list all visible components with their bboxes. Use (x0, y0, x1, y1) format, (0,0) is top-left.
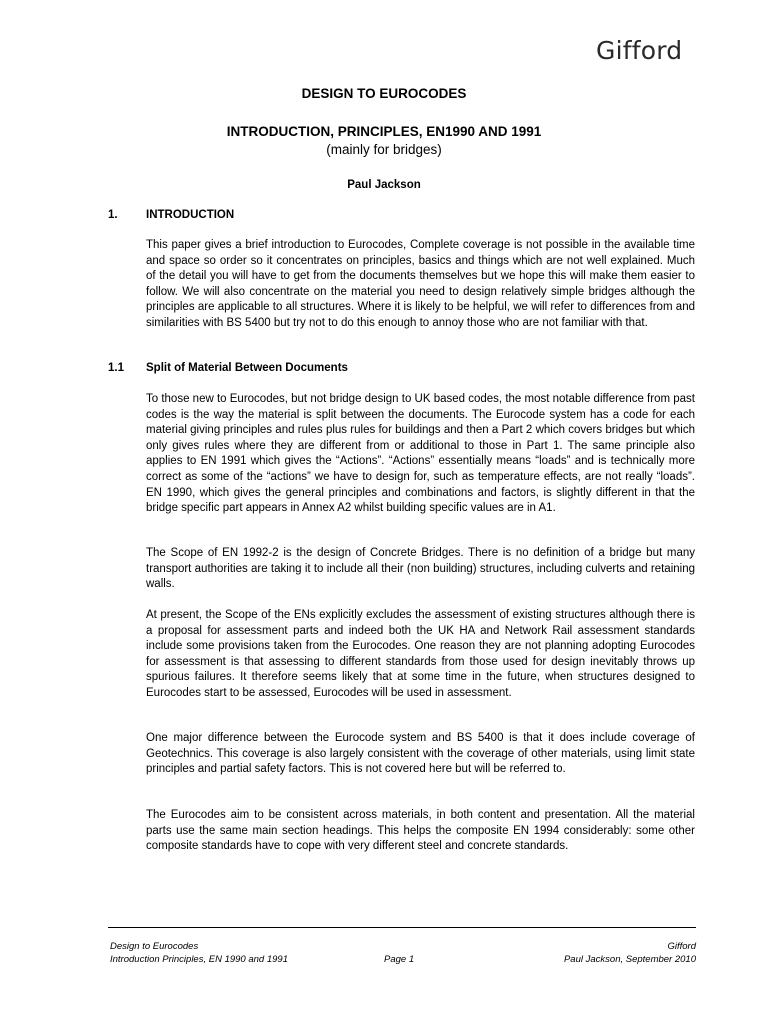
footer-doc-title: Design to Eurocodes (110, 941, 199, 952)
footer-author-date: Paul Jackson, September 2010 (563, 954, 696, 965)
footer-doc-subtitle: Introduction Principles, EN 1990 and 1991 (110, 954, 288, 965)
company-logo: Gifford (596, 36, 683, 65)
footer-right (564, 940, 696, 966)
author-name: Paul Jackson (347, 179, 421, 191)
paragraph-scope-en1992: The Scope of EN 1992-2 is the design of Concrete Bridges. There is no definition of a bridge but many transport authorities are taking it to include all their (non building) structures, including culverts and retaining walls. (146, 547, 695, 591)
document-title: DESIGN TO EUROCODES (301, 86, 467, 101)
paragraph-introduction: This paper gives a brief introduction to Eurocodes, Complete coverage is not possible in the available time and space so order so it concentrates on principles, basics and things which are not well explained. Much of the detail you will have to get from the documents themselves but we hope this will make them easier to follow. We will also concentrate on the material you need to design relatively simple bridges although the principles are applicable to all structures. Where it is likely to be helpful, we will refer to differences from and similarities with BS 5400 but try not to do this enough to annoy those who are not familiar with that. (146, 239, 695, 329)
paragraph-geotechnics: One major difference between the Eurocode system and BS 5400 is that it does include coverage of Geotechnics. This coverage is also largely consistent with the coverage of other materials, using limit state principles and partial safety factors. This is not covered here but will be referred to. (146, 732, 695, 776)
paragraph-assessment: At present, the Scope of the ENs explicitly excludes the assessment of existing structures although there is a proposal for assessment parts and indeed both the UK HA and Network Rail assessment standards include some provisions taken from the Eurocodes. One reason they are not planning adopting Eurocodes for assessment is that assessing to different standards from those used for design inevitably throws up spurious failures. It therefore seems likely that at some time in the future, when structures designed to Eurocodes start to be assessed, Eurocodes will be used in assessment. (146, 609, 695, 699)
page-number: Page 1 (384, 954, 415, 965)
footer-left (110, 940, 288, 966)
subtitle-note: (mainly for bridges) (326, 142, 442, 157)
section-number: 1. (108, 209, 118, 221)
section-number: 1.1 (108, 362, 124, 374)
section-title: INTRODUCTION (146, 209, 235, 221)
paragraph-split-of-material: To those new to Eurocodes, but not bridge design to UK based codes, the most notable difference from past codes is the way the material is split between the documents. The Eurocode system has a code for each material giving principles and rules plus rules for buildings and then a Part 2 which covers bridges but which only gives rules where they are different from or additional to those in Part 1. The same principle also applies to EN 1991 which gives the “Actions”. “Actions” essentially means “loads” and is technically more correct as some of the “actions” we have to design for, such as temperature effects, are not really “loads”. EN 1990, which gives the general principles and combinations and factors, is slightly different in that the bridge specific part appears in Annex A2 whilst building specific values are in A1. (146, 393, 695, 515)
section-heading-introduction (108, 209, 234, 221)
footer-divider (108, 927, 696, 928)
paragraph-consistency: The Eurocodes aim to be consistent across materials, in both content and presentation. All the material parts use the same main section headings. This helps the composite EN 1994 considerably: some other composite standards have to cope with very different steel and concrete standards. (146, 809, 695, 853)
section-title: Split of Material Between Documents (146, 362, 348, 374)
footer-company: Gifford (667, 941, 696, 952)
section-heading-split-of-material (108, 362, 348, 374)
document-subtitle: INTRODUCTION, PRINCIPLES, EN1990 AND 1991 (226, 124, 542, 139)
